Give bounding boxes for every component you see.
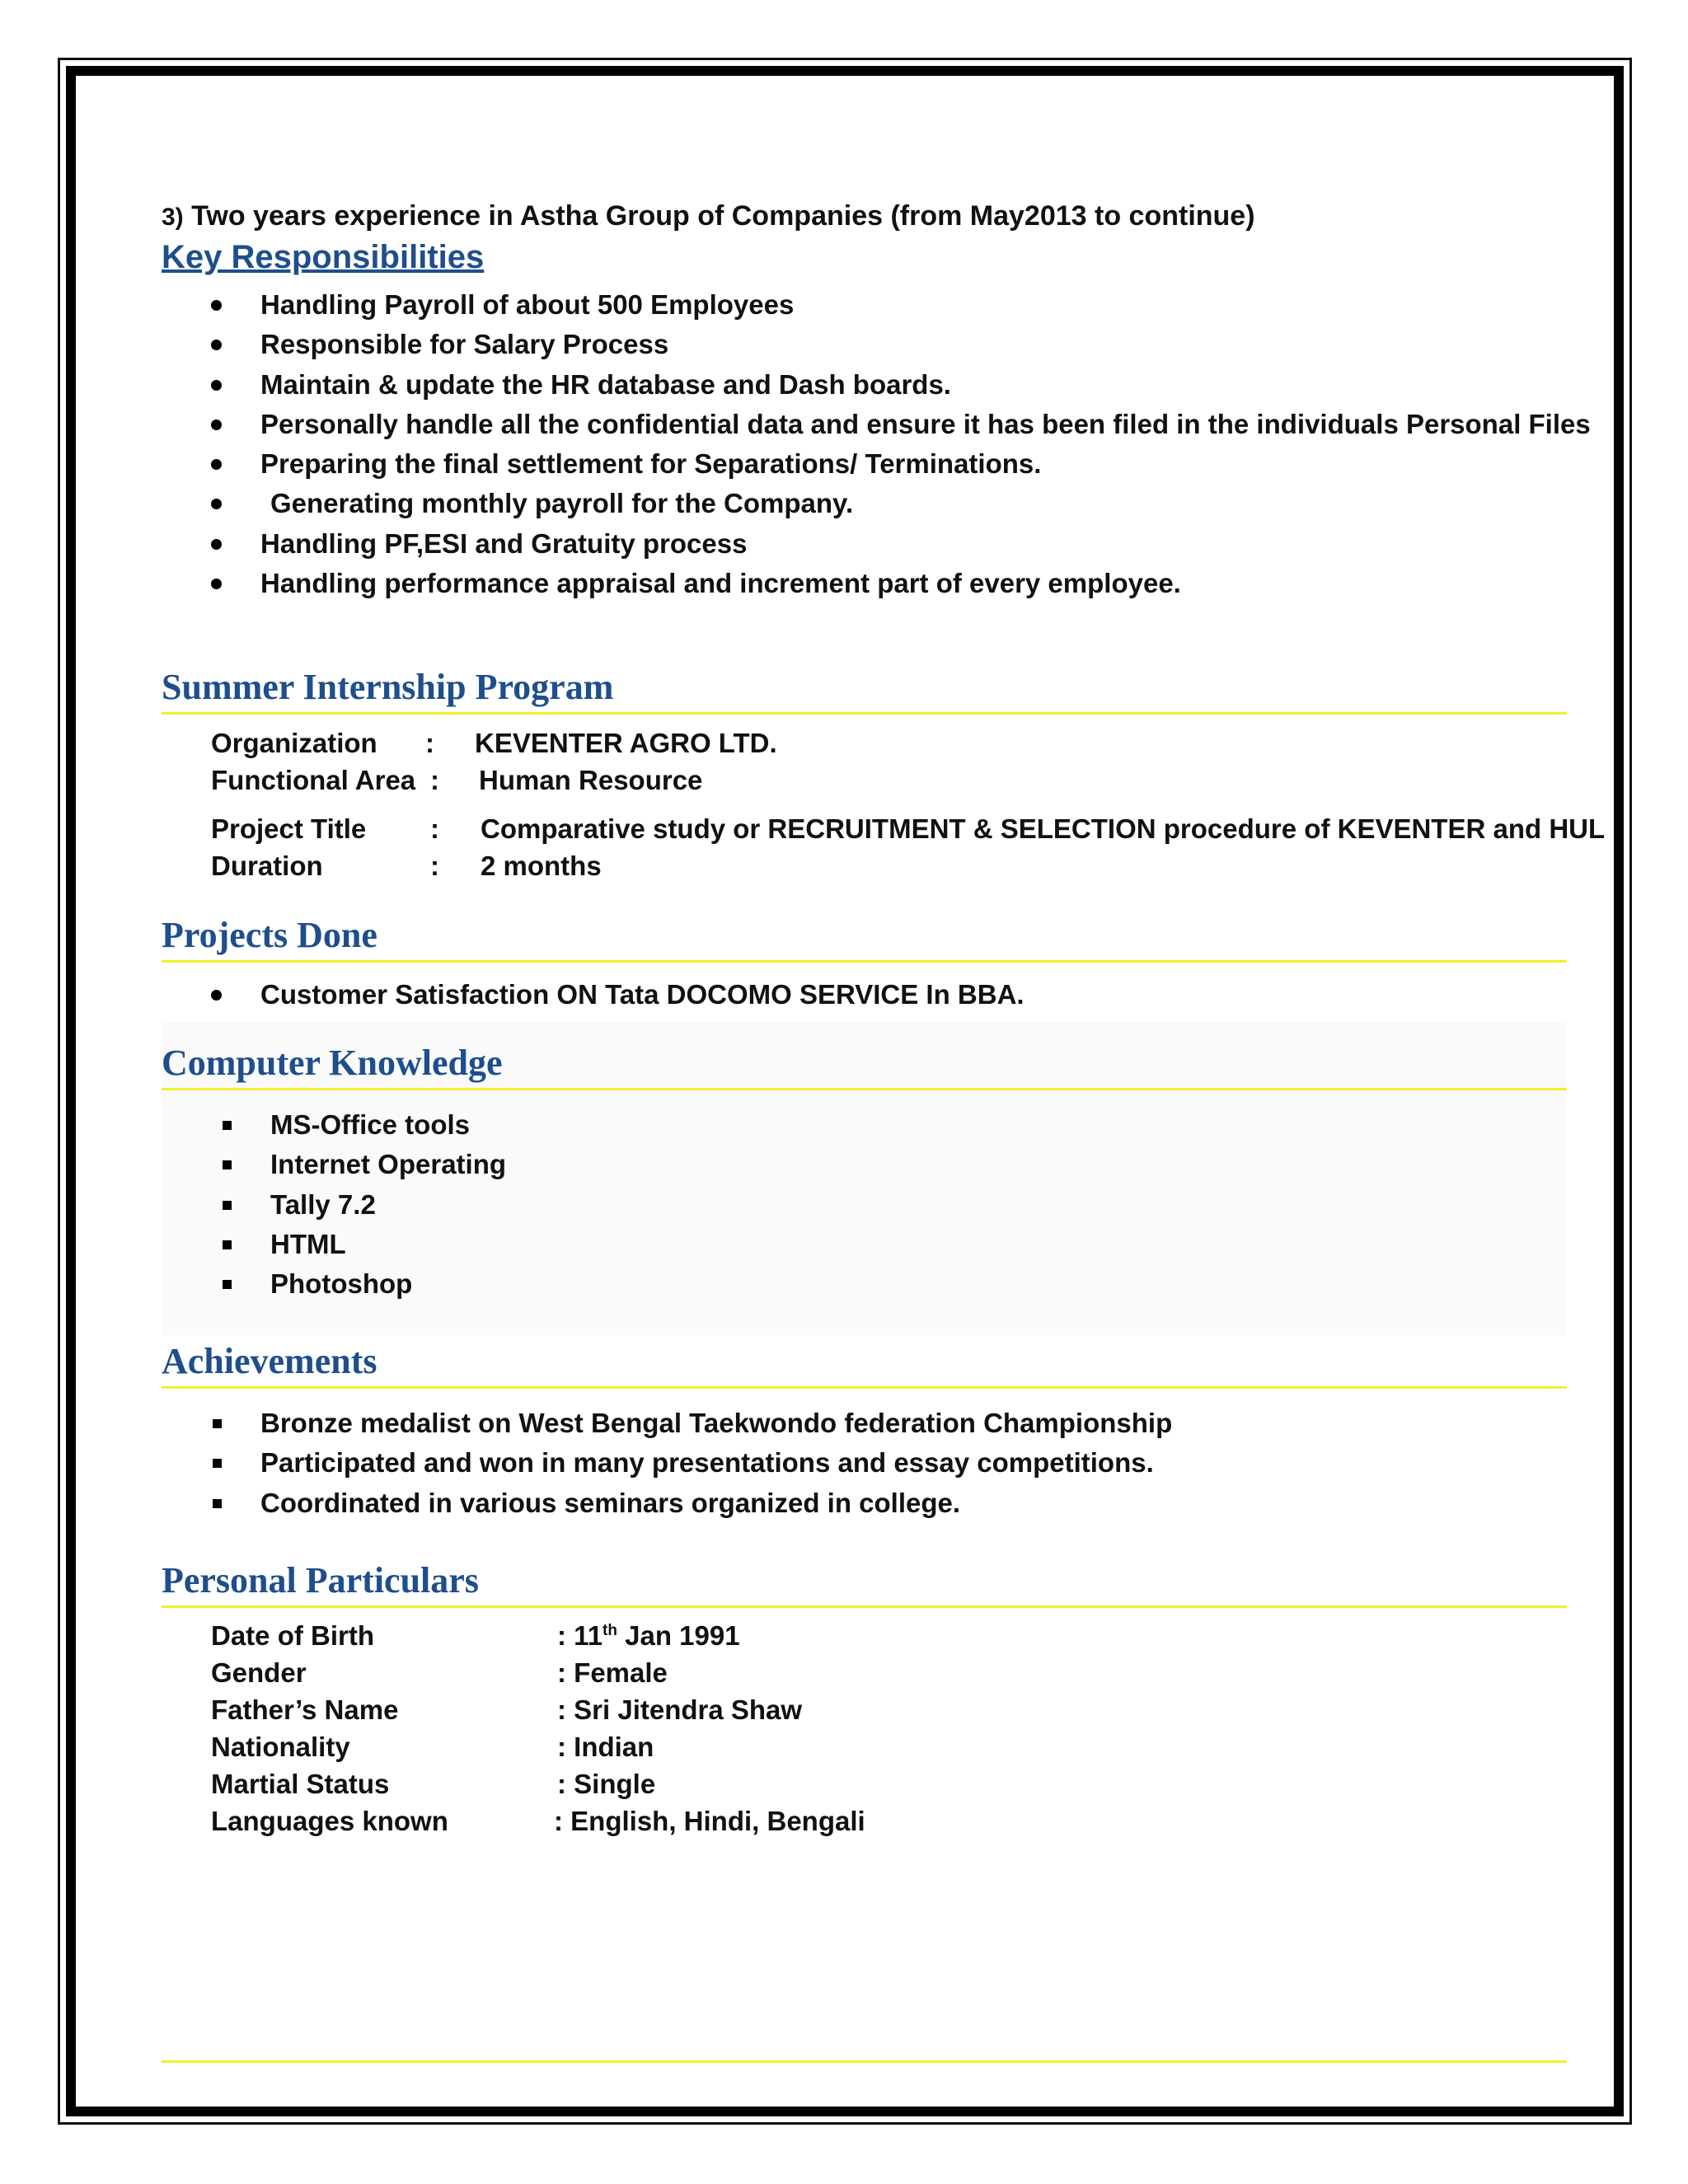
personal-value-languages: : English, Hindi, Bengali: [554, 1806, 865, 1836]
internship-label-duration: Duration: [211, 851, 323, 881]
internship-label-project-title: Project Title: [211, 813, 367, 844]
personal-value-gender: : Female: [557, 1657, 668, 1688]
internship-sep: :: [430, 851, 439, 881]
personal-label-marital: Martial Status: [211, 1769, 390, 1799]
footer-divider: [162, 2060, 1567, 2063]
section-divider: [162, 960, 1567, 963]
square-bullet-icon: [223, 1160, 232, 1169]
internship-value-functional-area: Human Resource: [479, 765, 703, 795]
section-divider: [162, 1386, 1567, 1389]
bullet-icon: [211, 380, 222, 391]
bullet-icon: [211, 300, 222, 311]
section-divider: [162, 1088, 1567, 1090]
personal-value-dob: : 11th Jan 1991: [557, 1620, 740, 1651]
experience-number: 3): [162, 204, 184, 231]
internship-label-organization: Organization: [211, 728, 377, 758]
personal-label-gender: Gender: [211, 1657, 307, 1688]
internship-label-functional-area: Functional Area: [211, 765, 416, 795]
internship-sep: :: [430, 813, 439, 844]
personal-value-father: : Sri Jitendra Shaw: [557, 1694, 803, 1725]
bullet-icon: [211, 539, 222, 550]
section-divider: [162, 712, 1567, 715]
internship-value-project-title: Comparative study or RECRUITMENT & SELECTION procedure of KEVENTER and HUL: [481, 813, 1606, 844]
internship-value-duration: 2 months: [481, 851, 602, 881]
square-bullet-icon: [213, 1419, 222, 1428]
bullet-icon: [211, 579, 222, 589]
square-bullet-icon: [223, 1280, 232, 1289]
personal-label-father: Father’s Name: [211, 1694, 399, 1725]
square-bullet-icon: [223, 1240, 232, 1249]
personal-value-marital: : Single: [557, 1769, 656, 1799]
computer-title: Computer Knowledge: [162, 1043, 503, 1083]
personal-label-dob: Date of Birth: [211, 1620, 374, 1651]
square-bullet-icon: [213, 1499, 222, 1508]
achievements-title: Achievements: [162, 1341, 377, 1381]
personal-value-nationality: : Indian: [557, 1732, 654, 1762]
personal-label-nationality: Nationality: [211, 1732, 350, 1762]
square-bullet-icon: [213, 1459, 222, 1468]
bullet-icon: [211, 419, 222, 430]
internship-title: Summer Internship Program: [162, 667, 614, 707]
internship-value-organization: KEVENTER AGRO LTD.: [475, 728, 777, 758]
internship-sep: :: [425, 728, 434, 758]
personal-label-languages: Languages known: [211, 1806, 448, 1836]
internship-sep: :: [430, 765, 439, 795]
experience-line: [162, 200, 1255, 232]
square-bullet-icon: [223, 1121, 232, 1130]
section-divider: [162, 1605, 1567, 1608]
projects-title: Projects Done: [162, 915, 377, 955]
experience-text: Two years experience in Astha Group of Companies (from May2013 to continue): [191, 200, 1255, 232]
key-responsibilities-heading: Key Responsibilities: [162, 239, 485, 275]
square-bullet-icon: [223, 1201, 232, 1210]
bullet-icon: [211, 990, 222, 1001]
personal-title: Personal Particulars: [162, 1560, 479, 1601]
